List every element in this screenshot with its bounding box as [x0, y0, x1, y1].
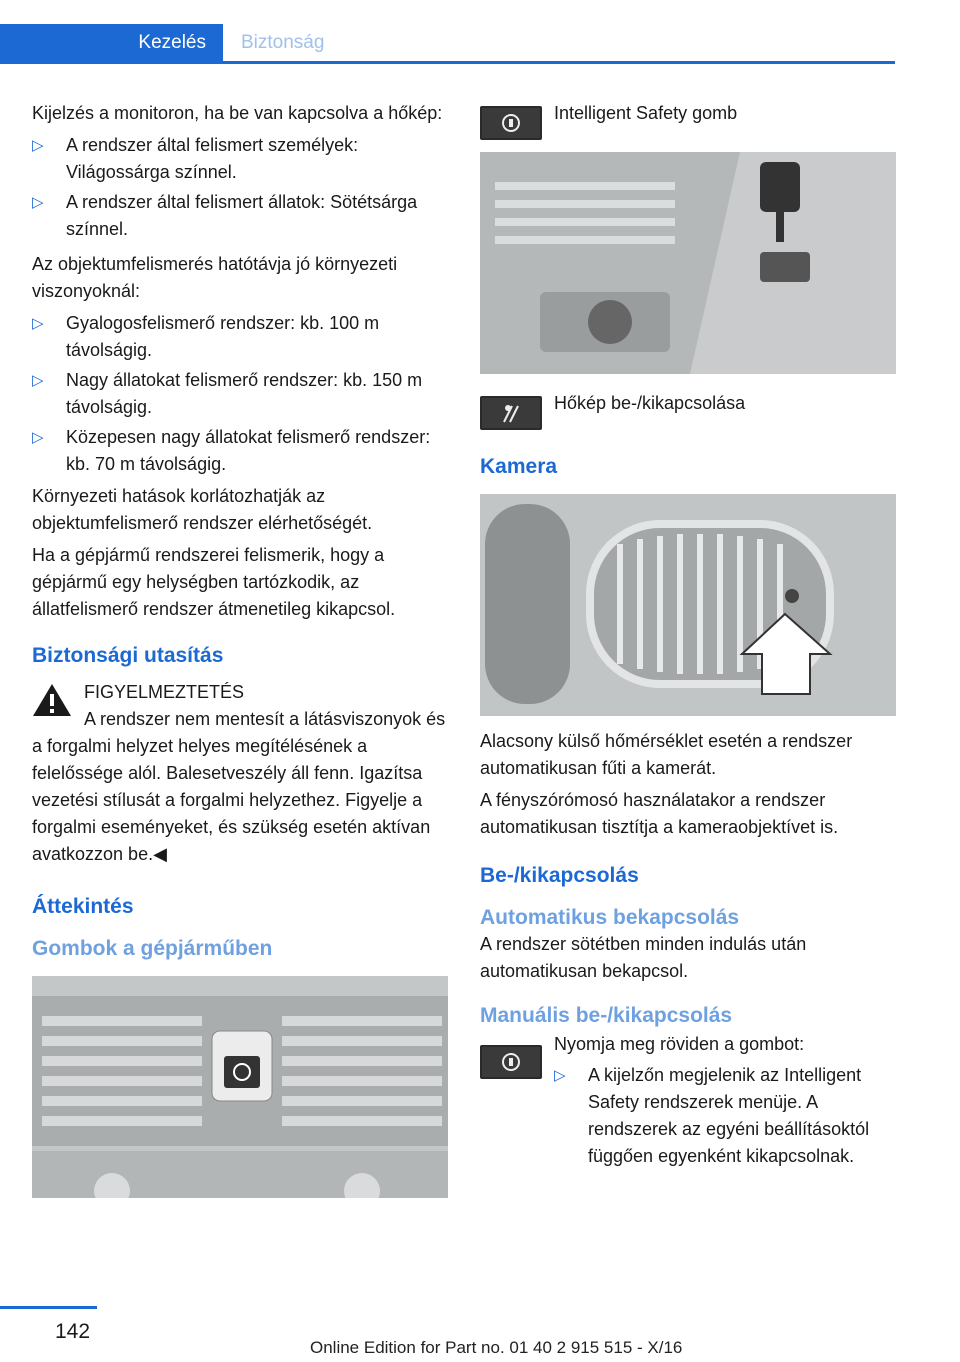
list-item — [32, 132, 450, 186]
list-item-text: Nagy állatokat felismerő rendszer: kb. 150 m távolságig. — [66, 370, 423, 417]
tab-kezeles[interactable]: Kezelés — [0, 24, 223, 61]
paragraph: Kijelzés a monitoron, ha be van kapcsolva a hőkép: — [32, 103, 443, 123]
night-vision-button-icon — [480, 396, 542, 430]
camera-location-image — [480, 494, 896, 716]
header-tabbar — [0, 24, 895, 64]
heading-on-off: Be-/kikapcsolás — [480, 864, 639, 887]
kidney-grille-illustration — [480, 494, 896, 716]
triangle-right-icon: ▷ — [32, 315, 44, 332]
heading-overview: Áttekintés — [32, 895, 134, 918]
intelligent-safety-button-icon — [480, 1045, 542, 1079]
edition-text: Online Edition for Part no. 01 40 2 915 515 - X/16 — [310, 1338, 683, 1357]
triangle-right-icon: ▷ — [554, 1067, 566, 1084]
footer-line — [0, 1306, 97, 1309]
heading-manual-on-off: Manuális be-/kikapcsolás — [480, 1004, 733, 1027]
triangle-right-icon: ▷ — [32, 194, 44, 211]
paragraph: A rendszer sötétben minden indulás után automatikusan bekapcsol. — [480, 934, 807, 981]
paragraph: Alacsony külső hőmérséklet esetén a rendszer automatikusan fűti a kamerát. — [480, 731, 853, 778]
tab-biztonsag[interactable]: Biztonság — [241, 32, 325, 53]
dashboard-buttons-image — [32, 976, 448, 1198]
heading-auto-on: Automatikus bekapcsolás — [480, 906, 740, 929]
right-column — [480, 100, 896, 1188]
list-item — [32, 189, 450, 243]
light-switch-image — [480, 152, 896, 374]
heading-buttons: Gombok a gépjárműben — [32, 937, 273, 960]
bullet-list — [554, 1062, 896, 1170]
key-row — [480, 390, 896, 436]
list-item-text: Gyalogosfelismerő rendszer: kb. 100 m távolságig. — [66, 313, 380, 360]
key-label: Hőkép be-/kikapcsolása — [554, 393, 746, 413]
dashboard-illustration — [32, 976, 448, 1198]
triangle-right-icon: ▷ — [32, 372, 44, 389]
paragraph: Az objektumfelismerés hatótávja jó környezeti viszonyoknál: — [32, 254, 398, 301]
triangle-right-icon: ▷ — [32, 137, 44, 154]
key-label: Nyomja meg röviden a gombot: — [554, 1034, 805, 1054]
warning-body — [32, 706, 450, 868]
heading-safety: Biztonsági utasítás — [32, 644, 224, 667]
list-item — [32, 367, 450, 421]
warning-body-text: A rendszer nem mentesít a látásviszonyok és a forgalmi helyzet helyes megítélésének a felelőssége alól. Balesetveszély áll fenn. Igazítsa vezetési stílusát a forgalmi helyzethez. Figyelje a forgalmi eseményeket, és szükség esetén aktívan avatkozzon be.◀ — [32, 709, 446, 864]
heading-camera: Kamera — [480, 455, 558, 478]
warning-triangle-icon — [32, 683, 72, 717]
triangle-right-icon: ▷ — [32, 429, 44, 446]
warning-title: FIGYELMEZTETÉS — [84, 682, 245, 702]
list-item-text: A rendszer által felismert állatok: Sötétsárga színnel. — [66, 192, 418, 239]
key-label: Intelligent Safety gomb — [554, 103, 738, 123]
list-item-text: A kijelzőn megjelenik az Intelligent Safety rendszerek menüje. A rendszerek az egyéni beállításoktól függően egyenként kikapcsolnak. — [588, 1065, 870, 1166]
left-column — [32, 100, 450, 1198]
key-row — [480, 1031, 896, 1170]
key-row — [480, 100, 896, 146]
list-item — [554, 1062, 896, 1170]
paragraph: Környezeti hatások korlátozhatják az objektumfelismerő rendszer elérhetőségét. — [32, 486, 373, 533]
bullet-list — [32, 310, 450, 478]
page-number: 142 — [55, 1320, 91, 1343]
list-item-text: Közepesen nagy állatokat felismerő rendszer: kb. 70 m távolságig. — [66, 427, 431, 474]
warning-box — [32, 679, 450, 868]
list-item-text: A rendszer által felismert személyek: Világossárga színnel. — [66, 135, 359, 182]
list-item — [32, 310, 450, 364]
paragraph: Ha a gépjármű rendszerei felismerik, hogy a gépjármű egy helységben tartózkodik, az állatfelismerő rendszer átmenetileg kikapcsol. — [32, 545, 396, 619]
bullet-list — [32, 132, 450, 243]
list-item — [32, 424, 450, 478]
light-switch-illustration — [480, 152, 896, 374]
paragraph: A fényszórómosó használatakor a rendszer automatikusan tisztítja a kameraobjektívet is. — [480, 790, 839, 837]
intelligent-safety-button-icon — [480, 106, 542, 140]
